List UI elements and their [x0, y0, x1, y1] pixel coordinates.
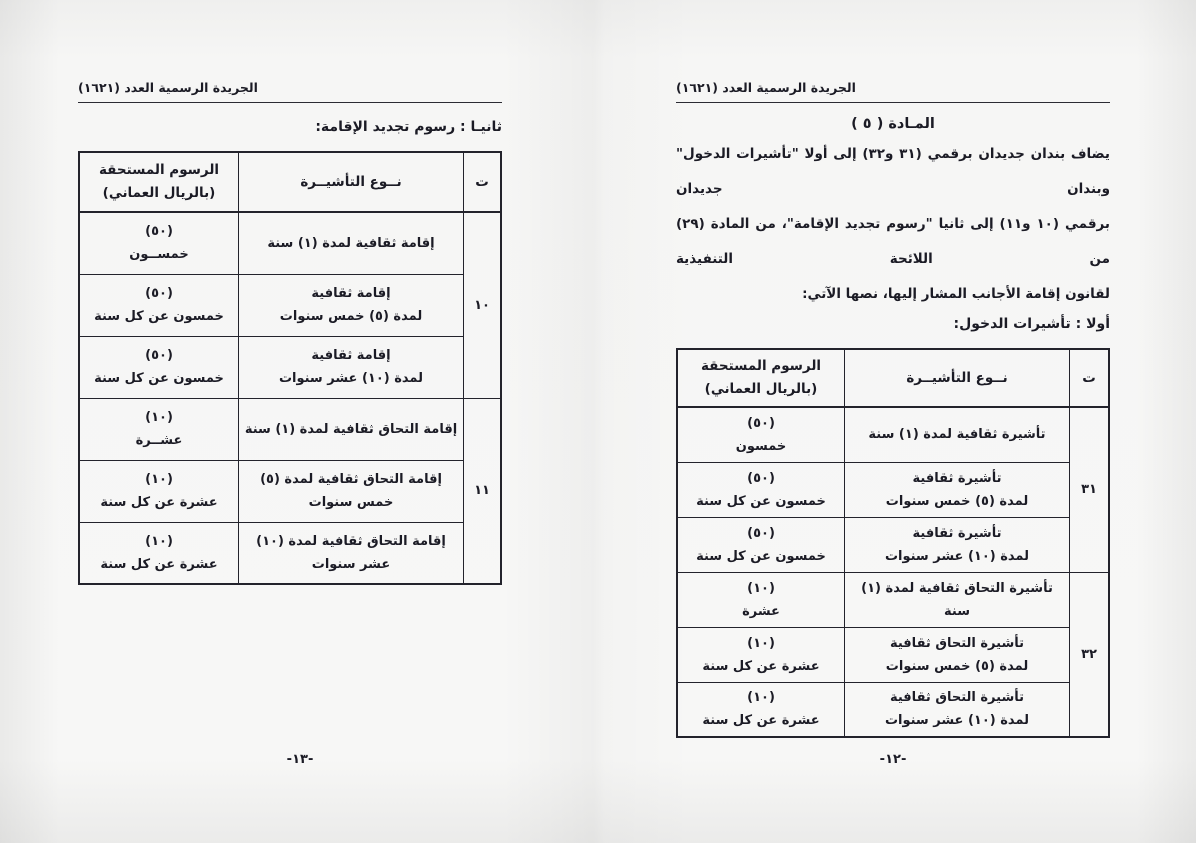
visa-type-line: إقامة ثقافية	[311, 348, 391, 363]
fee-words: عشرة	[742, 603, 780, 619]
column-header-fees	[677, 349, 845, 407]
gazette-header-right: الجريدة الرسمية العدد (١٦٢١)	[676, 80, 1110, 103]
gazette-header-left: الجريدة الرسمية العدد (١٦٢١)	[78, 80, 502, 103]
visa-type-line: لمدة (٥) خمس سنوات	[885, 658, 1029, 674]
fee-words: عشــرة	[135, 433, 183, 448]
row-index-cell: ٣٢	[1070, 572, 1110, 737]
column-header-fees-line2: (بالريال العماني)	[102, 185, 216, 201]
fee-words: خمسون عن كل سنة	[94, 371, 224, 386]
fee-cell	[79, 212, 239, 274]
visa-type-cell	[239, 212, 464, 274]
fee-amount: (١٠)	[747, 635, 775, 651]
table-row	[677, 627, 1109, 682]
visa-type-cell	[239, 274, 464, 336]
fee-cell	[677, 627, 845, 682]
table-head	[677, 349, 1109, 407]
visa-type-cell	[845, 572, 1070, 627]
fee-words: عشرة عن كل سنة	[702, 713, 820, 729]
residence-renewal-fees-table	[78, 151, 502, 585]
fee-cell	[79, 460, 239, 522]
article-5-body	[676, 137, 1110, 312]
fee-amount: (٥٠)	[747, 415, 775, 431]
table-row	[79, 212, 501, 274]
fee-cell	[79, 522, 239, 584]
table-row	[677, 572, 1109, 627]
visa-type-line: لمدة (١٠) عشر سنوات	[884, 713, 1030, 729]
row-index-cell: ١٠	[464, 212, 502, 398]
column-header-fees-line1: الرسوم المستحقة	[98, 162, 220, 178]
column-header-fees	[79, 152, 239, 212]
fee-amount: (١٠)	[747, 690, 775, 706]
column-header-fees-line2: (بالريال العماني)	[704, 381, 818, 397]
table-body	[677, 407, 1109, 737]
visa-type-cell	[845, 407, 1070, 462]
table-row	[79, 398, 501, 460]
row-index-cell: ٣١	[1070, 407, 1110, 572]
table-row	[677, 682, 1109, 737]
fee-words: خمسون عن كل سنة	[94, 309, 224, 324]
visa-type-line: تأشيرة التحاق ثقافية	[889, 635, 1024, 651]
column-header-index: ت	[1070, 349, 1110, 407]
table-row	[79, 274, 501, 336]
visa-type-line: إقامة التحاق ثقافية لمدة (١) سنة	[244, 421, 458, 437]
visa-type-cell	[239, 460, 464, 522]
column-header-fees-line1: الرسوم المستحقة	[700, 358, 822, 374]
fee-amount: (١٠)	[145, 410, 173, 425]
visa-type-cell	[845, 462, 1070, 517]
fee-amount: (١٠)	[145, 533, 173, 549]
visa-type-cell	[845, 517, 1070, 572]
entry-visas-fees-table	[676, 348, 1110, 738]
paragraph-line: برقمي (١٠ و١١) إلى ثانيا "رسوم تجديد الإقامة"، من المادة (٢٩) من اللائحة التنفيذية	[676, 216, 1110, 267]
fee-amount: (٥٠)	[747, 470, 775, 486]
visa-type-line: إقامة ثقافية لمدة (١) سنة	[267, 235, 435, 251]
page-number-12: -١٢-	[879, 752, 907, 767]
visa-type-cell	[845, 627, 1070, 682]
table-row	[677, 517, 1109, 572]
visa-type-line: لمدة (٥) خمس سنوات	[279, 309, 423, 324]
fee-amount: (٥٠)	[145, 224, 173, 240]
visa-type-line: إقامة ثقافية	[311, 286, 391, 301]
visa-type-line: لمدة (١٠) عشر سنوات	[884, 548, 1030, 564]
table-body	[79, 212, 501, 584]
table-row	[79, 522, 501, 584]
visa-type-line: تأشيرة ثقافية لمدة (١) سنة	[868, 427, 1046, 443]
fee-words: خمسون	[735, 438, 787, 454]
page-13	[78, 80, 502, 585]
visa-type-cell	[845, 682, 1070, 737]
fee-amount: (١٠)	[747, 580, 775, 596]
column-header-index: ت	[464, 152, 502, 212]
paragraph-line: يضاف بندان جديدان برقمي (٣١ و٣٢) إلى أولا "تأشيرات الدخول" وبندان جديدان	[676, 146, 1110, 197]
fee-words: خمســون	[129, 247, 189, 263]
visa-type-cell	[239, 336, 464, 398]
page-12	[676, 80, 1110, 738]
fee-words: عشرة عن كل سنة	[100, 495, 218, 510]
fee-cell	[677, 407, 845, 462]
visa-type-line: لمدة (١٠) عشر سنوات	[278, 371, 424, 386]
fee-amount: (٥٠)	[145, 348, 173, 363]
fee-cell	[79, 336, 239, 398]
fee-words: خمسون عن كل سنة	[696, 548, 826, 564]
visa-type-cell	[239, 398, 464, 460]
column-header-visa-type: نــوع التأشيــرة	[845, 349, 1070, 407]
visa-type-line: تأشيرة التحاق ثقافية لمدة (١) سنة	[861, 580, 1053, 619]
visa-type-line: إقامة التحاق ثقافية لمدة (٥) خمس سنوات	[260, 472, 442, 510]
section-title-residence-renewal-fees: ثانيـا : رسوم تجديد الإقامة:	[315, 119, 502, 135]
visa-type-line: لمدة (٥) خمس سنوات	[885, 493, 1029, 509]
fee-amount: (١٠)	[145, 472, 173, 487]
visa-type-line: تأشيرة التحاق ثقافية	[889, 690, 1024, 706]
visa-type-line: تأشيرة ثقافية	[912, 525, 1002, 541]
visa-type-line: إقامة التحاق ثقافية لمدة (١٠) عشر سنوات	[256, 533, 446, 572]
column-header-visa-type: نــوع التأشيــرة	[239, 152, 464, 212]
fee-words: عشرة عن كل سنة	[702, 658, 820, 674]
paragraph-line: لقانون إقامة الأجانب المشار إليها، نصها الآتي:	[802, 286, 1110, 302]
fee-cell	[79, 398, 239, 460]
visa-type-line: تأشيرة ثقافية	[912, 470, 1002, 486]
table-row	[677, 462, 1109, 517]
table-header-row	[79, 152, 501, 212]
section-title-entry-visas: أولا : تأشيرات الدخول:	[953, 316, 1110, 332]
fee-cell	[79, 274, 239, 336]
fee-cell	[677, 462, 845, 517]
page-number-13: -١٣-	[286, 752, 314, 767]
fee-words: خمسون عن كل سنة	[696, 493, 826, 509]
row-index-cell: ١١	[464, 398, 502, 584]
table-row	[79, 460, 501, 522]
fee-words: عشرة عن كل سنة	[100, 556, 218, 572]
fee-cell	[677, 682, 845, 737]
table-row	[677, 407, 1109, 462]
table-head	[79, 152, 501, 212]
table-row	[79, 336, 501, 398]
fee-amount: (٥٠)	[145, 286, 173, 301]
visa-type-cell	[239, 522, 464, 584]
article-5-title: المـادة ( ٥ )	[851, 116, 935, 132]
fee-cell	[677, 572, 845, 627]
fee-cell	[677, 517, 845, 572]
table-header-row	[677, 349, 1109, 407]
fee-amount: (٥٠)	[747, 525, 775, 541]
